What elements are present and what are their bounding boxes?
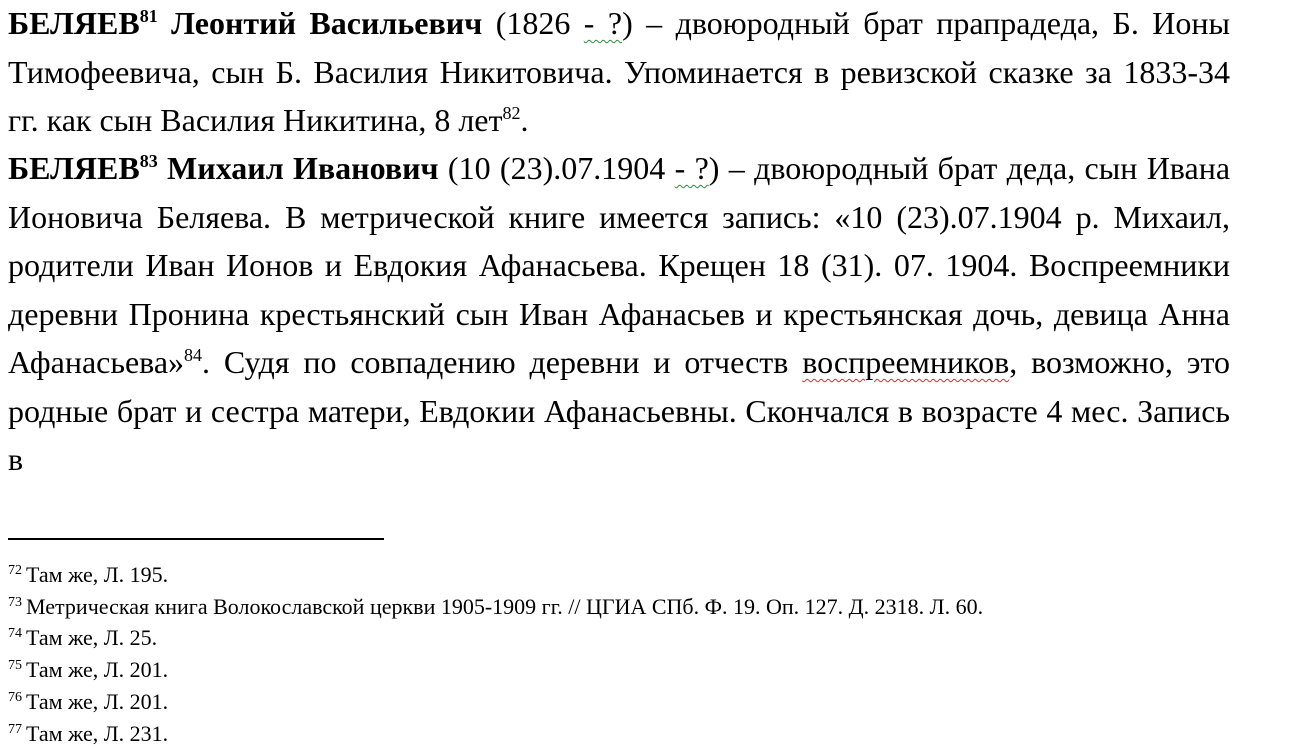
footnote-ref[interactable]: 83: [139, 151, 158, 171]
entry-leontiy: [8, 0, 1230, 145]
footnote-text: Там же, Л. 231.: [26, 720, 169, 746]
footnote-ref[interactable]: 84: [184, 345, 203, 365]
footnote-text: Метрическая книга Волокославской церкви 1905-1909 гг. // ЦГИА СПб. Ф. 19. Оп. 127. Д. 2318. Л. 60.: [26, 593, 984, 619]
footnote-text: Там же, Л. 201.: [26, 688, 169, 714]
entry-surname: БЕЛЯЕВ: [8, 5, 140, 41]
entry-name: [8, 5, 482, 41]
footnote-number: 75: [8, 658, 22, 674]
footnotes: [8, 559, 1288, 749]
footnote-number: 74: [8, 626, 22, 642]
entry-given-name: Михаил Иванович: [157, 150, 439, 186]
entry-text: . Судя по совпадению деревни и отчеств: [202, 344, 803, 380]
footnote-separator: [8, 538, 384, 540]
footnote-ref[interactable]: 82: [502, 103, 521, 123]
footnote: [8, 559, 1288, 591]
entry-text: ) – двоюродный брат деда, сын Ивана Ионовича Беляева. В метрической книге имеется запись: «10 (23).07.1904 р. Михаил, родители Иван Ионов и Евдокия Афанасьева. Крещен 18 (31). 07. 1904. Воспреемники деревни Пронина крестьянский сын Иван Афанасьев и крестьянская дочь, девица Анна Афанасьева»: [8, 150, 1231, 380]
footnote: [8, 718, 1288, 749]
footnote-number: 73: [8, 594, 22, 610]
spelling-mark[interactable]: воспреемников: [802, 344, 1010, 380]
entry-dates: (10 (23).07.1904: [438, 150, 675, 186]
entry-text: , возможно, это родные брат и сестра матери, Евдокии Афанасьевны. Скончался в возрасте 4 мес. Запись в: [8, 344, 1230, 477]
footnote-number: 72: [8, 563, 22, 578]
entry-dates: (1826: [482, 5, 584, 41]
footnote-number: 76: [8, 689, 22, 705]
footnote-text: Там же, Л. 201.: [26, 657, 169, 683]
entry-surname: БЕЛЯЕВ: [8, 150, 140, 186]
footnote-text: Там же, Л. 195.: [26, 562, 169, 587]
footnote: [8, 622, 1288, 654]
entry-text-end: .: [520, 102, 529, 138]
entry-given-name: Леонтий Васильевич: [157, 5, 483, 41]
footnote: [8, 686, 1288, 718]
footnote: [8, 654, 1288, 686]
footnote-ref[interactable]: 81: [139, 6, 158, 26]
footnote-text: Там же, Л. 25.: [26, 625, 158, 651]
entry-text: ) – двоюродный брат прапрадеда, Б. Ионы Тимофеевича, сын Б. Василия Никитовича. Упоминается в ревизской сказке за 1833-34 гг. как сын Василия Никитина, 8 лет: [8, 5, 1231, 138]
entry-mikhail: [8, 144, 1230, 484]
entry-name: [8, 150, 439, 186]
footnote: [8, 591, 1288, 623]
grammar-mark[interactable]: - ?: [583, 5, 623, 41]
grammar-mark[interactable]: - ?: [674, 150, 709, 186]
footnote-number: 77: [8, 721, 22, 737]
